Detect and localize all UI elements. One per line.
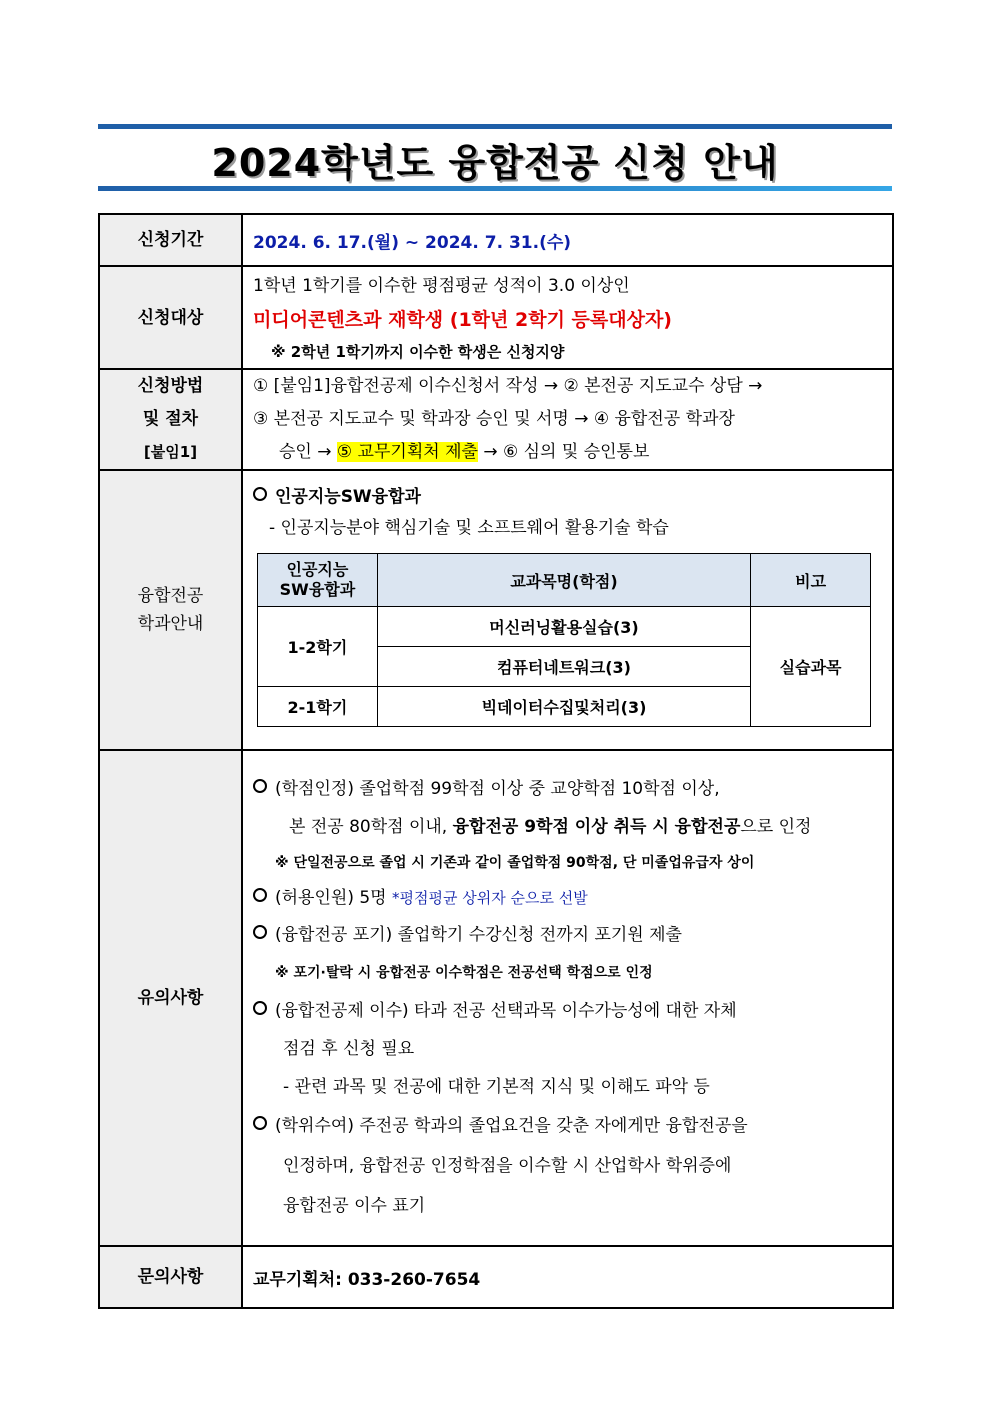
dept-desc: - 인공지능분야 핵심기술 및 소프트웨어 활용기술 학습 xyxy=(269,518,669,538)
notes-p5-line1 xyxy=(253,1106,892,1146)
contact-label: 문의사항 xyxy=(99,1246,242,1308)
notes-p2-a: (허용인원) 5명 xyxy=(275,888,387,908)
notes-p4-line2: 점검 후 신청 필요 xyxy=(283,1039,415,1059)
notes-p4-line1 xyxy=(253,992,892,1030)
dept-cell xyxy=(242,470,893,750)
target-line2: 미디어콘텐츠과 재학생 (1학년 2학기 등록대상자) xyxy=(253,308,672,331)
notes-p3-note: ※ 포기·탈락 시 융합전공 이수학점은 전공선택 학점으로 인정 xyxy=(275,965,653,981)
contact-row xyxy=(99,1246,893,1308)
dept-heading xyxy=(253,481,892,513)
notes-label: 유의사항 xyxy=(99,750,242,1246)
course-remark: 실습과목 xyxy=(751,607,871,727)
course-term-1: 1-2학기 xyxy=(258,607,378,687)
notes-p1-line1-text: (학점인정) 졸업학점 99학점 이상 중 교양학점 10학점 이상, xyxy=(275,779,720,799)
notes-p1-line2-a: 본 전공 80학점 이내, xyxy=(289,817,448,837)
target-line1: 1학년 1학기를 이수한 평점평균 성적이 3.0 이상인 xyxy=(253,275,630,296)
method-line1: ① [붙임1]융합전공제 이수신청서 작성 → ② 본전공 지도교수 상담 → xyxy=(253,376,763,396)
course-header-name: 교과목명(학점) xyxy=(377,554,750,607)
info-table xyxy=(98,213,894,1309)
notes-cell xyxy=(242,750,893,1246)
notes-p1-line2 xyxy=(253,808,892,846)
circle-bullet-icon xyxy=(253,888,267,902)
course-header-dept-2: SW융합과 xyxy=(279,580,356,599)
dept-label-1: 융합전공 xyxy=(137,586,204,606)
contact-value: 교무기획처: 033-260-7654 xyxy=(242,1246,893,1308)
method-label-3: [붙임1] xyxy=(143,443,198,461)
course-table-header xyxy=(258,554,871,607)
period-cell xyxy=(242,214,893,266)
notes-p3 xyxy=(253,916,892,954)
page-title: 2024학년도 융합전공 신청 안내 xyxy=(211,141,779,185)
notes-p1-line2-c: 으로 인정 xyxy=(740,817,812,837)
notes-p1-line2-bold: 융합전공 9학점 이상 취득 시 융합전공 xyxy=(452,817,741,837)
notes-p4-line1-text: (융합전공제 이수) 타과 전공 선택과목 이수가능성에 대한 자체 xyxy=(275,1001,737,1021)
notes-p5-line2: 인정하며, 융합전공 인정학점을 이수할 시 산업학사 학위증에 xyxy=(283,1156,732,1176)
title-bottom-rule xyxy=(98,186,892,191)
circle-bullet-icon xyxy=(253,487,267,501)
target-row xyxy=(99,266,893,369)
target-cell xyxy=(242,266,893,369)
circle-bullet-icon xyxy=(253,1116,267,1130)
course-header-dept-1: 인공지능 xyxy=(286,560,349,579)
course-table xyxy=(257,553,871,727)
period-row xyxy=(99,214,893,266)
notes-p2 xyxy=(253,880,892,916)
dept-heading-text: 인공지능SW융합과 xyxy=(275,487,421,507)
title-top-rule xyxy=(98,124,892,129)
notes-p1-line1 xyxy=(253,770,892,808)
target-label: 신청대상 xyxy=(99,266,242,369)
notes-p3-text: (융합전공 포기) 졸업학기 수강신청 전까지 포기원 제출 xyxy=(275,925,682,945)
course-header-dept xyxy=(258,554,378,607)
circle-bullet-icon xyxy=(253,1001,267,1015)
method-label-cell xyxy=(99,369,242,470)
course-term-2: 2-1학기 xyxy=(258,687,378,727)
table-row xyxy=(258,607,871,647)
method-line3-b: → ⑥ 심의 및 승인통보 xyxy=(483,442,650,462)
method-submit-highlight: ⑤ 교무기획처 제출 xyxy=(336,442,478,462)
method-line3-a: 승인 → xyxy=(279,442,332,462)
course-name-3: 빅데이터수집및처리(3) xyxy=(377,687,750,727)
notes-p5-line1-text: (학위수여) 주전공 학과의 졸업요건을 갖춘 자에게만 융합전공을 xyxy=(275,1116,748,1136)
method-label-1: 신청방법 xyxy=(137,376,204,396)
circle-bullet-icon xyxy=(253,779,267,793)
method-label-2: 및 절차 xyxy=(142,409,199,429)
dept-label-cell xyxy=(99,470,242,750)
method-row xyxy=(99,369,893,470)
target-note: ※ 2학년 1학기까지 이수한 학생은 신청지양 xyxy=(271,342,565,361)
method-line3 xyxy=(253,436,892,469)
method-cell xyxy=(242,369,893,470)
course-name-1: 머신러닝활용실습(3) xyxy=(377,607,750,647)
period-label: 신청기간 xyxy=(99,214,242,266)
dept-label-2: 학과안내 xyxy=(137,614,204,634)
dept-row xyxy=(99,470,893,750)
course-name-2: 컴퓨터네트워크(3) xyxy=(377,647,750,687)
course-header-remark: 비고 xyxy=(751,554,871,607)
notes-p5-line3: 융합전공 이수 표기 xyxy=(283,1196,426,1216)
notes-p2-b: *평점평균 상위자 순으로 선발 xyxy=(392,889,588,907)
method-line2: ③ 본전공 지도교수 및 학과장 승인 및 서명 → ④ 융합전공 학과장 xyxy=(253,409,735,429)
notes-p4-sub: - 관련 과목 및 전공에 대한 기본적 지식 및 이해도 파악 등 xyxy=(283,1077,710,1097)
notes-row xyxy=(99,750,893,1246)
notes-p1-note: ※ 단일전공으로 졸업 시 기존과 같이 졸업학점 90학점, 단 미졸업유급자 상이 xyxy=(275,855,755,871)
period-value: 2024. 6. 17.(월) ~ 2024. 7. 31.(수) xyxy=(253,232,572,253)
circle-bullet-icon xyxy=(253,925,267,939)
